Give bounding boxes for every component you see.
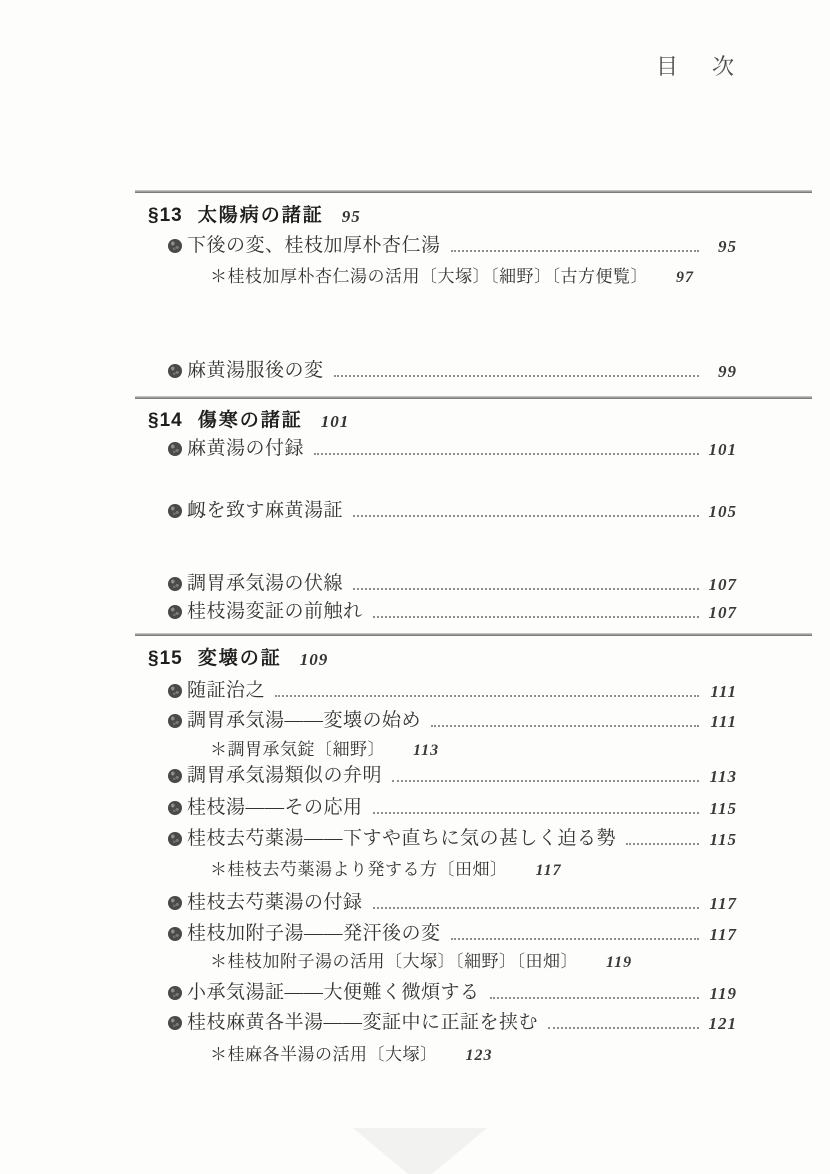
dot-leader (451, 938, 699, 940)
dot-leader (334, 375, 699, 377)
dot-leader (490, 997, 699, 999)
page-number: 123 (465, 1047, 493, 1064)
flower-bullet-icon (168, 986, 182, 1000)
entry-title: 桂枝去芍薬湯の付録 (187, 892, 363, 913)
toc-entry (135, 708, 737, 732)
toc-section-heading (135, 406, 750, 432)
page-number: 119 (709, 984, 737, 1003)
section-divider-rule (135, 396, 812, 399)
page-number: 117 (535, 862, 562, 879)
flower-bullet-icon (168, 832, 182, 846)
entry-title: 桂枝湯変証の前触れ (187, 601, 363, 622)
toc-entry (135, 980, 737, 1004)
dot-leader (548, 1027, 699, 1029)
toc-entry (135, 498, 737, 522)
flower-bullet-icon (168, 577, 182, 591)
entry-title: 随証治之 (187, 680, 266, 701)
flower-bullet-icon (168, 504, 182, 518)
section-title: 太陽病の諸証 (197, 205, 324, 226)
subentry-title: ＊桂枝加厚朴杏仁湯の活用〔大塚〕〔細野〕〔古方便覧〕 (210, 267, 648, 286)
dot-leader (373, 616, 699, 618)
entry-title: 麻黄湯服後の変 (187, 360, 324, 381)
subentry-title: ＊調胃承気錠〔細野〕 (210, 740, 385, 759)
section-number: §15 (148, 648, 183, 669)
entry-title: 桂枝去芍薬湯——下すや直ちに気の甚しく迫る勢 (187, 828, 617, 849)
flower-bullet-icon (168, 364, 182, 378)
subentry-title: ＊桂枝加附子湯の活用〔大塚〕〔細野〕〔田畑〕 (210, 952, 578, 971)
toc-entry (135, 233, 737, 257)
toc-entry (135, 436, 737, 460)
page-number: 115 (709, 799, 737, 818)
section-number: §13 (148, 205, 183, 226)
entry-title: 桂枝湯——その応用 (187, 797, 363, 818)
section-title: 変壊の証 (197, 648, 282, 669)
entry-title: 桂枝加附子湯——発汗後の変 (187, 923, 441, 944)
flower-bullet-icon (168, 239, 182, 253)
entry-title: 調胃承気湯の伏線 (187, 573, 344, 594)
flower-bullet-icon (168, 1016, 182, 1030)
flower-bullet-icon (168, 684, 182, 698)
toc-entry (135, 795, 737, 819)
dot-leader (275, 695, 699, 697)
toc-subentry (135, 738, 812, 760)
page-number: 105 (708, 502, 737, 521)
dot-leader (451, 250, 699, 252)
entry-title: 調胃承気湯類似の弁明 (187, 765, 383, 786)
toc-subentry (135, 265, 812, 287)
dot-leader (373, 907, 699, 909)
toc-section-heading (135, 644, 750, 670)
entry-title: 調胃承気湯——変壊の始め (187, 710, 422, 731)
toc-entry (135, 890, 737, 914)
section-number: §14 (148, 410, 183, 431)
subentry-title: ＊桂枝去芍薬湯より発する方〔田畑〕 (210, 860, 508, 879)
dot-leader (373, 812, 699, 814)
dot-leader (392, 780, 699, 782)
page-number: 121 (708, 1014, 737, 1033)
page-number: 107 (708, 603, 737, 622)
dot-leader (431, 725, 699, 727)
page-number: 95 (341, 207, 361, 226)
toc-entry (135, 678, 737, 702)
page-number: 119 (606, 954, 633, 971)
page-number: 107 (708, 575, 737, 594)
flower-bullet-icon (168, 896, 182, 910)
section-divider-rule (135, 190, 812, 193)
toc-entry (135, 763, 737, 787)
toc-section-heading (135, 201, 750, 227)
section-title: 傷寒の諸証 (197, 410, 303, 431)
dot-leader (314, 453, 699, 455)
toc-entry (135, 921, 737, 945)
flower-bullet-icon (168, 714, 182, 728)
entry-title: 衂を致す麻黄湯証 (187, 500, 344, 521)
subentry-title: ＊桂麻各半湯の活用〔大塚〕 (210, 1045, 438, 1064)
page-number: 95 (718, 237, 737, 256)
page-number: 113 (709, 767, 737, 786)
entry-title: 下後の変、桂枝加厚朴杏仁湯 (187, 235, 441, 256)
page-number: 99 (718, 362, 737, 381)
toc-entry (135, 571, 737, 595)
page-number: 115 (709, 830, 737, 849)
entry-title: 桂枝麻黄各半湯——変証中に正証を挟む (187, 1012, 539, 1033)
toc-entry (135, 826, 737, 850)
flower-bullet-icon (168, 605, 182, 619)
dot-leader (353, 515, 699, 517)
flower-bullet-icon (168, 801, 182, 815)
toc-subentry (135, 1043, 812, 1065)
toc-entry (135, 599, 737, 623)
page-number: 101 (708, 440, 737, 459)
toc-entry (135, 1010, 737, 1034)
page-number: 117 (709, 894, 737, 913)
page-title: 目 次 (656, 54, 741, 79)
entry-title: 麻黄湯の付録 (187, 438, 305, 459)
page-number: 97 (676, 269, 694, 286)
toc-entry (135, 358, 737, 382)
page-number: 117 (709, 925, 737, 944)
page-number: 111 (710, 712, 737, 731)
section-divider-rule (135, 633, 812, 636)
page-number: 109 (299, 650, 329, 669)
flower-bullet-icon (168, 927, 182, 941)
dot-leader (353, 588, 699, 590)
watermark-triangle (353, 1128, 487, 1174)
page-number: 101 (320, 412, 350, 431)
page-number: 111 (710, 682, 737, 701)
toc-subentry (135, 858, 812, 880)
page-number: 113 (413, 742, 440, 759)
dot-leader (626, 843, 699, 845)
flower-bullet-icon (168, 442, 182, 456)
entry-title: 小承気湯証——大便難く微煩する (187, 982, 480, 1003)
flower-bullet-icon (168, 769, 182, 783)
toc-subentry (135, 950, 812, 972)
